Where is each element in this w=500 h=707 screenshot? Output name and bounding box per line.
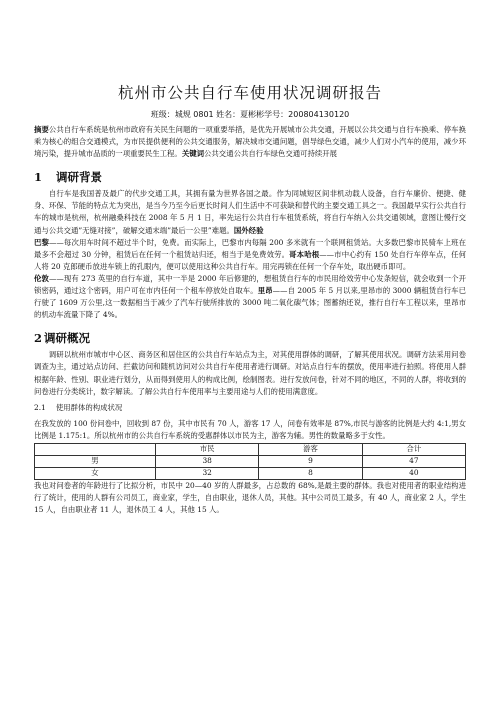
copenhagen-label: 哥本哈根 [289,249,320,259]
london-paragraph: 伦敦——现有 273 英里的自行车道，其中一半是 2000 年后修建的，想租赁自行车的市民用给效劳中心发条短信，就会收到一个开锁密码，通过这个密码，用户可在市内任何一个租车停放处自取车。里昂——自 2005 年 5 月以来,里昂市的 3000 辆租赁自行车已行驶了 1609 万公里,这一数据相当于减少了汽车行驶所排放的 3000 吨二氧化碳气体；图蓄纳还说，推行自行车工程以来，里昂市的机动车流量下降了 4%。 [34,273,466,320]
abstract-label: 摘要 [34,125,49,134]
table-header-cell: 市民 [156,443,259,455]
table-header-cell: 合计 [362,443,465,455]
subsection-2-1-paragraph-1: 在我发放的 100 份问卷中，回收到 87 份，其中市民有 70 人，游客 17 人，问卷有效率是 87%,市民与游客的比例是大约 4:1,男女比例是 1.175:1。所以杭州市的公共自行车系统的受惠群体以市民为主，游客为辅。男性的数量略多于女性。 [34,418,466,440]
abstract-text: 公共自行车系统是杭州市政府有关民生问题的一项重要举措，是优先开展城市公共交通，开展以公共交通与自行车换乘、停车换乘为核心的组合交通模式，为市民提供便利的公共交通服务，解决城市交通问题，倡导绿色交通，减少人们对小汽车的使用，减少环境污染，提升城市品质的一项重要民生工程。 [34,125,466,159]
table-cell: 男 [35,455,156,467]
table-cell: 38 [156,455,259,467]
subsection-2-1-paragraph-2: 我也对问卷者的年龄进行了比拟分析，市民中 20—40 岁的人群最多，占总数的 68%,是最主要的群体。我也对使用者的职业结构进行了统计，使用的人群有公司员工，商业家，学生，自由职业，退休人员，其他。其中公司员工最多，有 40 人，商业家 2 人，学生 15 人，自由职业者 11 人，退休员工 4 人，其他 15 人。 [34,480,466,515]
section-heading-1: 1 调研背景 [34,170,103,185]
table-cell: 40 [362,467,465,479]
section-heading-2: 2 调研概况 [34,331,91,346]
author-byline: 班级：城规 0801 姓名：夏彬彬学号：200804130120 [150,110,350,119]
table-header-cell [35,443,156,455]
abstract-paragraph [34,124,466,160]
lyon-label: 里昂 [257,286,273,296]
keywords-label: 关键词 [181,149,205,159]
subsection-heading-2-1: 2.1 使用群体的构成状况 [34,402,123,412]
table-cell: 32 [156,467,259,479]
section-1-paragraph-1: 自行车是我国普及最广的代步交通工具，其拥有量为世界各国之最。作为同城短区间非机动载人设备，自行车廉价、便捷、健身、环保、节能的特点尤为突出，是当今乃至今后更长时间人们生活中不可获缺和替代的主要交通工具之一。我国最早实行公共自行车的城市是杭州，杭州融桑科技在 2008 年 5 月 1 日，率先运行公共自行车租赁系统，将自行车纳入公共交通领域，意图让慢行交通与公共交通”无缝对接”，破解交通末端”最后一公里”难题。国外经验 [34,189,466,235]
paris-paragraph: 巴黎——每次用车时间不超过半个时，免费。而实际上，巴黎市内每隔 200 多米就有一个联网租赁站。大多数巴黎市民骑车上班在最多不会超过 30 分钟，租赁后在任何一个租赁站归还，相当于是免费效劳。哥本哈根——市中心约有 150 处自行车停车点，任何人将 20 克郎硬币放进车锁上的孔眼内，便可以使用这种公共自行车。用完再锁在任何一个存车处，取出硬币即可。 [34,237,466,271]
table-cell: 女 [35,467,156,479]
keywords-text: 公共交通公共自行车绿色交通可持续开展 [204,149,338,159]
page-title: 杭州市公共自行车使用状况调研报告 [117,84,382,102]
table-row [35,467,466,479]
table-cell: 8 [259,467,362,479]
table-cell: 47 [362,455,465,467]
table-header-cell: 游客 [259,443,362,455]
table-header-row [35,443,466,455]
section-2-paragraph-1: 调研以杭州市城市中心区、商务区和居住区的公共自行车站点为主，对其使用群体的调研，了解其使用状况。调研方法采用问卷调查为主，通过站点访问、拦截访问和随机访问对公共自行车使用者进行调研。对站点自行车的摆放，使用率进行拍照。将使用人群根据年龄、性别、职业进行划分，从而得到使用人的构成比例，绘制图表。进行发放问卷，针对不同的地区，不同的人群，将收到的问卷进行分类统计，数字解读。了解公共自行车使用率与主要用途与人们的使用满意度。 [34,350,466,396]
foreign-experience-label: 国外经验 [233,225,264,235]
table-cell: 9 [259,455,362,467]
table-row [35,455,466,467]
respondent-table [34,443,466,480]
document-page [34,0,466,516]
